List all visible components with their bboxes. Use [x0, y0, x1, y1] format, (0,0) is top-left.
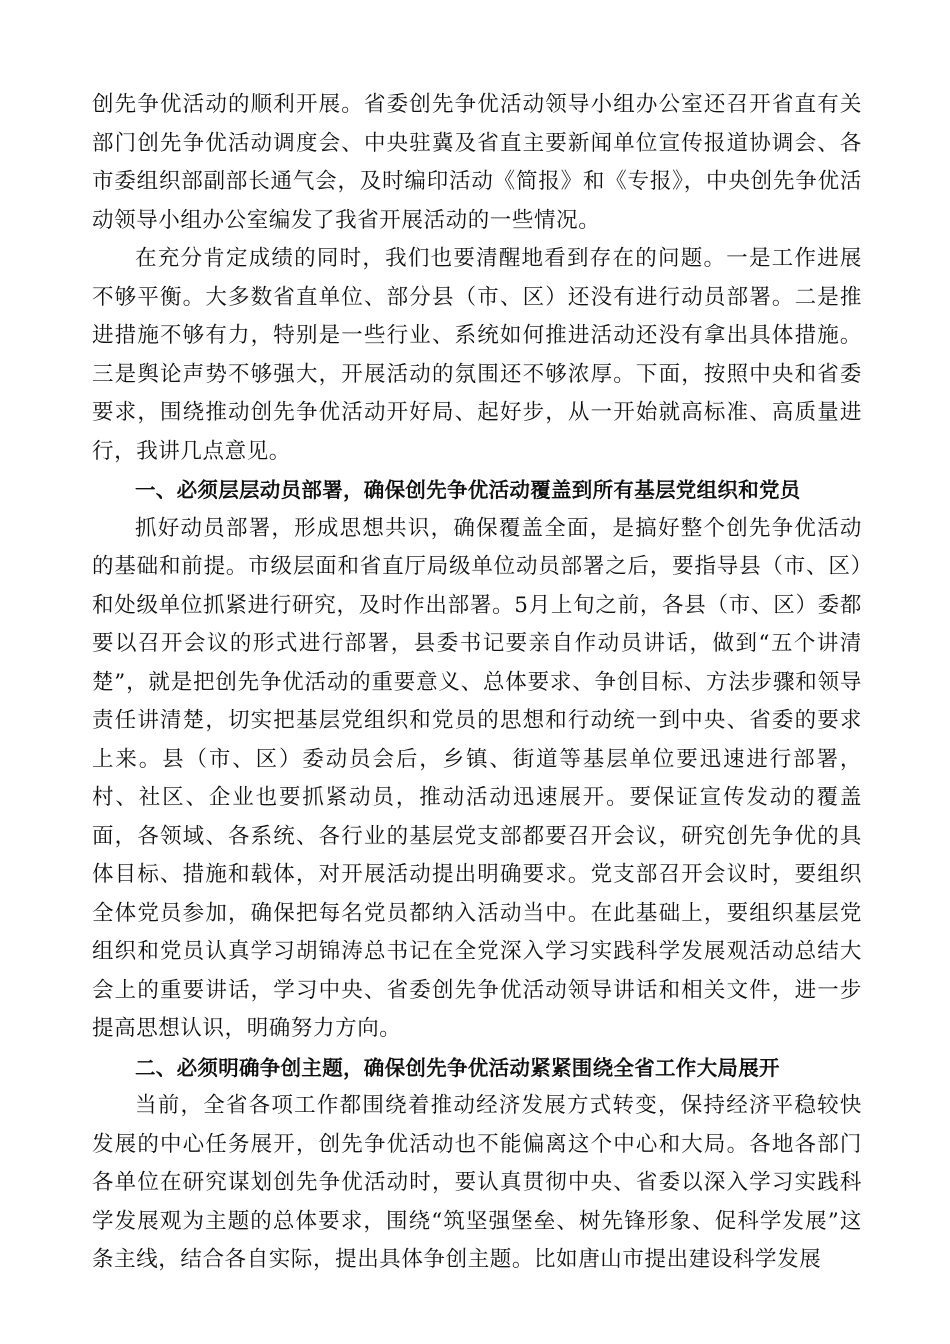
section-heading-2: 二、必须明确争创主题，确保创先争优活动紧紧围绕全省工作大局展开 [135, 1055, 780, 1080]
section-heading-1: 一、必须层层动员部署，确保创先争优活动覆盖到所有基层党组织和党员 [135, 478, 801, 502]
document-body [92, 86, 862, 1280]
paragraph-theme: 当前，全省各项工作都围绕着推动经济发展方式转变，保持经济平稳较快发展的中心任务展开，创先争优活动也不能偏离这个中心和大局。各地各部门各单位在研究谋划创先争优活动时，要认真贯彻中央、省委以深入学习实践科学发展观为主题的总体要求，围绕“筑坚强堡垒、树先锋形象、促科学发展”这条主线，结合各自实际，提出具体争创主题。比如唐山市提出建设科学发展 [92, 1093, 862, 1272]
paragraph-mobilization: 抓好动员部署，形成思想共识，确保覆盖全面，是搞好整个创先争优活动的基础和前提。市级层面和省直厅局级单位动员部署之后，要指导县（市、区）和处级单位抓紧进行研究，及时作出部署。5月上旬之前，各县（市、区）委都要以召开会议的形式进行部署，县委书记要亲自作动员讲话，做到“五个讲清楚”，就是把创先争优活动的重要意义、总体要求、争创目标、方法步骤和领导责任讲清楚，切实把基层党组织和党员的思想和行动统一到中央、省委的要求上来。县（市、区）委动员会后，乡镇、街道等基层单位要迅速进行部署，村、社区、企业也要抓紧动员，推动活动迅速展开。要保证宣传发动的覆盖面，各领域、各系统、各行业的基层党支部都要召开会议，研究创先争优的具体目标、措施和载体，对开展活动提出明确要求。党支部召开会议时，要组织全体党员参加，确保把每名党员都纳入活动当中。在此基础上，要组织基层党组织和党员认真学习胡锦涛总书记在全党深入学习实践科学发展观活动总结大会上的重要讲话，学习中央、省委创先争优活动领导讲话和相关文件，进一步提高思想认识，明确努力方向。 [92, 515, 862, 1041]
paragraph-continuation: 创先争优活动的顺利开展。省委创先争优活动领导小组办公室还召开省直有关部门创先争优活动调度会、中央驻冀及省直主要新闻单位宣传报道协调会、各市委组织部副部长通气会，及时编印活动《简报》和《专报》，中央创先争优活动领导小组办公室编发了我省开展活动的一些情况。 [92, 92, 862, 233]
paragraph-problems: 在充分肯定成绩的同时，我们也要清醒地看到存在的问题。一是工作进展不够平衡。大多数省直单位、部分县（市、区）还没有进行动员部署。二是推进措施不够有力，特别是一些行业、系统如何推进活动还没有拿出具体措施。三是舆论声势不够强大，开展活动的氛围还不够浓厚。下面，按照中央和省委要求，围绕推动创先争优活动开好局、起好步，从一开始就高标准、高质量进行，我讲几点意见。 [92, 246, 862, 464]
